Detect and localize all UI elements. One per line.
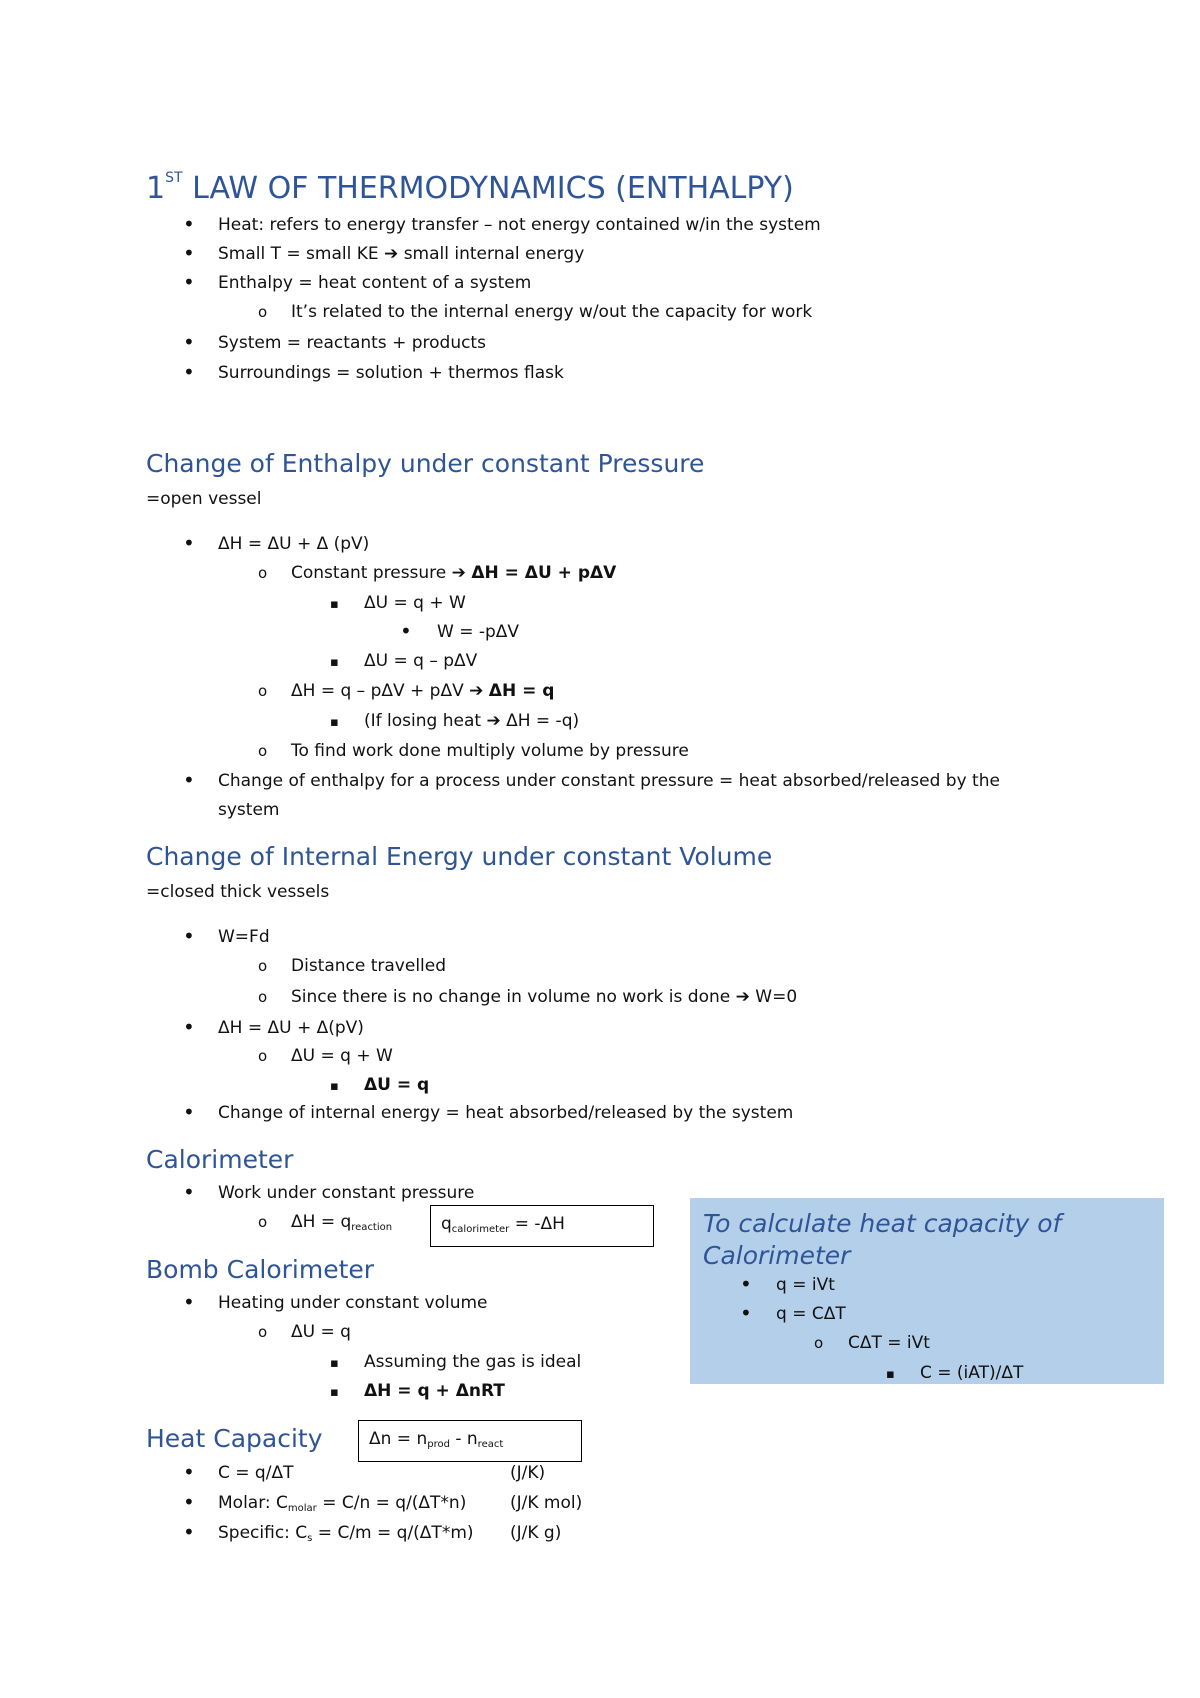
section-note: =open vessel [146,489,262,509]
bullet-icon [183,924,195,948]
section-heading-bomb-calorimeter: Bomb Calorimeter [146,1255,375,1284]
unit-label: (J/K) [510,1463,546,1483]
square-bullet-icon [330,711,339,730]
list-item: Since there is no change in volume no work is done ➔ W=0 [291,987,798,1007]
list-item: Small T = small KE ➔ small internal energy [218,244,585,264]
list-item: W=Fd [218,927,270,947]
list-item: ΔU = q [291,1322,351,1342]
list-item: Constant pressure ➔ ΔH = ΔU + pΔV [291,563,617,583]
square-bullet-icon [330,651,339,670]
list-item: ΔH = ΔU + Δ (pV) [218,534,370,554]
list-item: Assuming the gas is ideal [364,1352,582,1372]
page-title: 1ST LAW OF THERMODYNAMICS (ENTHALPY) [146,170,794,206]
bullet-icon [183,1290,195,1314]
list-item: ΔH = q – pΔV + pΔV ➔ ΔH = q [291,681,555,701]
list-item: To find work done multiply volume by pressure [291,741,689,761]
list-item: CΔT = iVt [848,1333,930,1353]
arrow-right-icon: ➔ [735,987,750,1007]
bullet-icon [183,330,195,354]
bullet-icon [183,360,195,384]
list-item: It’s related to the internal energy w/out the capacity for work [291,302,813,322]
sub-bullet-icon [814,1333,823,1352]
bullet-icon [740,1301,752,1325]
list-item: W = -pΔV [437,622,520,642]
list-item: Specific: $C_s = C/m = q/(\Delta T*m)$ [218,1523,474,1544]
delta-n-formula-box: $\Delta n = n_{prod} - n_{react}$ [358,1420,582,1462]
bullet-icon [183,531,195,555]
sub-bullet-icon [258,741,267,760]
sub-bullet-icon [258,987,267,1006]
list-item: C = q/ΔT [218,1463,294,1483]
bullet-icon [400,619,412,643]
section-heading-volume: Change of Internal Energy under constant Volume [146,842,773,871]
list-item: Change of enthalpy for a process under constant pressure = heat absorbed/released by the [218,771,1000,791]
sub-bullet-icon [258,681,267,700]
bullet-icon [183,768,195,792]
arrow-right-icon: ➔ [486,711,501,731]
list-item: Molar: $C_{molar} = C/n = q/(\Delta T*n)$ [218,1493,467,1514]
square-bullet-icon [330,1381,339,1400]
bullet-icon [183,1100,195,1124]
sub-bullet-icon [258,1046,267,1065]
unit-label: (J/K mol) [510,1493,583,1513]
section-heading-pressure: Change of Enthalpy under constant Pressure [146,449,705,478]
bullet-icon [183,1015,195,1039]
list-item: Distance travelled [291,956,447,976]
list-item: ΔH = ΔU + Δ(pV) [218,1018,364,1038]
section-note: =closed thick vessels [146,882,330,902]
heat-capacity-sidebar-box [690,1198,1164,1384]
arrow-right-icon: ➔ [384,244,399,264]
bullet-icon [740,1272,752,1296]
section-heading-heat-capacity: Heat Capacity [146,1424,323,1453]
sub-bullet-icon [258,1212,267,1231]
list-item: Surroundings = solution + thermos flask [218,363,564,383]
bullet-icon [183,212,195,236]
list-item: (If losing heat ➔ ΔH = -q) [364,711,580,731]
square-bullet-icon [330,593,339,612]
list-item: System = reactants + products [218,333,486,353]
bullet-icon [183,270,195,294]
list-item: Enthalpy = heat content of a system [218,273,532,293]
arrow-right-icon: ➔ [469,681,484,701]
list-item: Heating under constant volume [218,1293,488,1313]
list-item: q = CΔT [776,1304,846,1324]
list-item: Change of internal energy = heat absorbed/released by the system [218,1103,794,1123]
square-bullet-icon [886,1363,895,1382]
bullet-icon [183,1460,195,1484]
list-item: q = iVt [776,1275,835,1295]
list-item: C = (iAT)/ΔT [920,1363,1024,1383]
calorimeter-formula-box: $q_{calorimeter} = -\Delta H$ [430,1205,654,1247]
sidebox-title: To calculate heat capacity of Calorimeter [703,1209,1062,1270]
sub-bullet-icon [258,563,267,582]
list-item-continuation: system [218,800,280,820]
sub-bullet-icon [258,956,267,975]
list-item: $\Delta H = q_{reaction}$ [291,1212,393,1233]
bullet-icon [183,1490,195,1514]
list-item: ΔU = q + W [364,593,466,613]
sub-bullet-icon [258,1322,267,1341]
list-item: Heat: refers to energy transfer – not energy contained w/in the system [218,215,821,235]
section-heading-calorimeter: Calorimeter [146,1145,294,1174]
list-item: ΔU = q + W [291,1046,393,1066]
list-item: ΔU = q – pΔV [364,651,478,671]
list-item: Work under constant pressure [218,1183,475,1203]
bullet-icon [183,1520,195,1544]
sub-bullet-icon [258,302,267,321]
list-item: ΔH = q + ΔnRT [364,1381,505,1401]
bullet-icon [183,1180,195,1204]
arrow-right-icon: ➔ [451,563,466,583]
unit-label: (J/K g) [510,1523,562,1543]
list-item: ΔU = q [364,1075,430,1095]
square-bullet-icon [330,1352,339,1371]
bullet-icon [183,241,195,265]
square-bullet-icon [330,1075,339,1094]
